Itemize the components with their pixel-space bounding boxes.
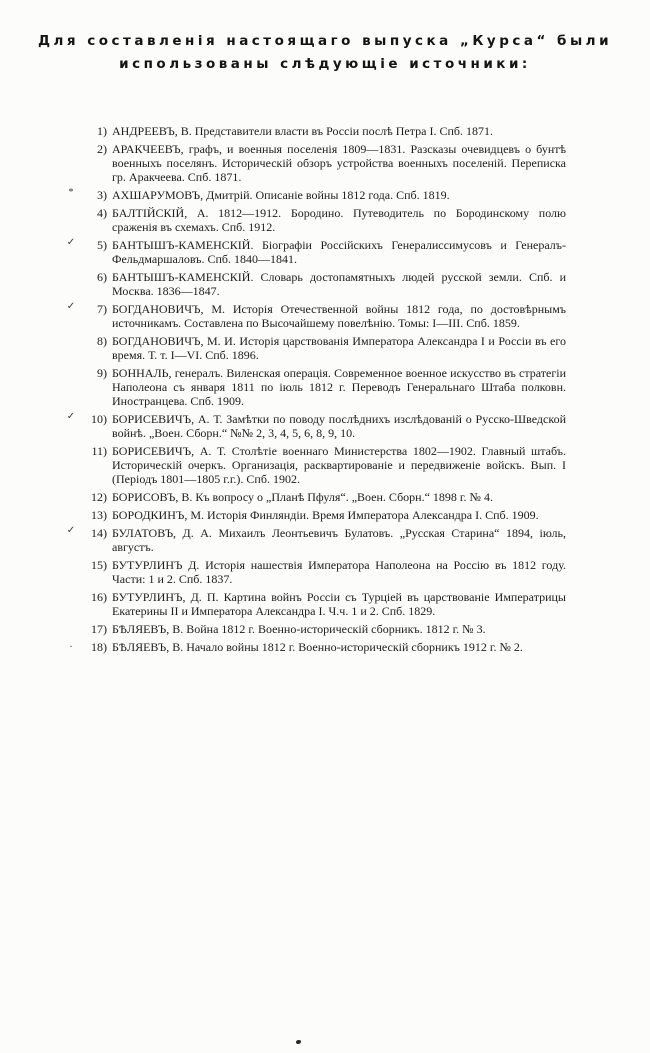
entry-number: 1) bbox=[97, 124, 107, 138]
entry-text: БАНТЫШЪ-КАМЕНСКІЙ. Словарь достопамятныхъ людей русской земли. Спб. и Москва. 1836—1847. bbox=[112, 270, 566, 298]
list-item bbox=[66, 301, 566, 330]
entry-number: 7) bbox=[97, 302, 107, 316]
entry-number: 5) bbox=[97, 238, 107, 252]
margin-mark: ✓ bbox=[66, 237, 76, 248]
entry-number: 4) bbox=[97, 206, 107, 220]
list-item bbox=[66, 525, 566, 554]
entry-text: БУТУРЛИНЪ Д. Исторія нашествія Императора Наполеона на Россію въ 1812 году. Части: 1 и 2. Спб. 1837. bbox=[112, 558, 566, 586]
bibliography-list bbox=[66, 124, 566, 654]
entry-number: 10) bbox=[91, 412, 107, 426]
list-item bbox=[91, 558, 566, 586]
list-item bbox=[97, 270, 566, 298]
heading-line-2: использованы слѣдующіе источники: bbox=[119, 56, 531, 72]
entry-text: БОРИСОВЪ, В. Къ вопросу о „Планѣ Пфуля“. „Воен. Сборн.“ 1898 г. № 4. bbox=[112, 490, 493, 504]
heading-line-1: Для составленія настоящаго выпуска „Курса“ были bbox=[37, 33, 613, 49]
entry-text: БУЛАТОВЪ, Д. А. Михаилъ Леонтьевичъ Булатовъ. „Русская Старина“ 1894, іюль, августъ. bbox=[112, 526, 566, 554]
margin-mark: ✓ bbox=[66, 525, 76, 536]
list-item bbox=[91, 590, 566, 618]
entry-number: 13) bbox=[91, 508, 107, 522]
list-item bbox=[97, 366, 566, 408]
list-item bbox=[66, 237, 566, 266]
entry-text: БАНТЫШЪ-КАМЕНСКІЙ. Біографіи Россійскихъ Генералиссимусовъ и Генералъ-Фельдмаршаловъ. Спб. 1840—1841. bbox=[112, 238, 566, 266]
list-item bbox=[66, 411, 566, 440]
entry-text: БОГДАНОВИЧЪ, М. И. Исторія царствованія Императора Александра I и Россіи въ его время. Т. т. I—VI. Спб. 1896. bbox=[112, 334, 566, 362]
entry-number: 14) bbox=[91, 526, 107, 540]
list-item bbox=[91, 622, 566, 636]
entry-text: БОРИСЕВИЧЪ, А. Т. Столѣтіе военнаго Министерства 1802—1902. Главный штабъ. Историческій очеркъ. Организація, расквартированіе и передвиженіе войскъ. Вып. I (Періодъ 1801—1805 г.г.). Спб. 1902. bbox=[112, 444, 566, 486]
margin-mark: ✓ bbox=[66, 411, 76, 422]
entry-text: БѢЛЯЕВЪ, В. Начало войны 1812 г. Военно-историческій сборникъ 1912 г. № 2. bbox=[112, 640, 523, 654]
entry-number: 2) bbox=[97, 142, 107, 156]
entry-number: 15) bbox=[91, 558, 107, 572]
list-item bbox=[91, 508, 566, 522]
margin-mark: . bbox=[69, 639, 73, 650]
entry-number: 3) bbox=[97, 188, 107, 202]
list-item bbox=[97, 334, 566, 362]
margin-mark: ✓ bbox=[66, 301, 76, 312]
list-item bbox=[97, 124, 566, 138]
entry-text: АНДРЕЕВЪ, В. Представители власти въ Россіи послѣ Петра I. Спб. 1871. bbox=[112, 124, 493, 138]
entry-text: БУТУРЛИНЪ, Д. П. Картина войнъ Россіи съ Турціей въ царствованіе Императрицы Екатерины II и Императора Александра I. Ч.ч. 1 и 2. Спб. 1829. bbox=[112, 590, 566, 618]
entry-text: АРАКЧЕЕВЪ, графъ, и военныя поселенія 1809—1831. Разсказы очевидцевъ о бунтѣ военныхъ поселянъ. Историческій обзоръ устройства военныхъ поселеній. Переписка гр. Аракчеева. Спб. 1871. bbox=[112, 142, 566, 184]
list-item bbox=[91, 444, 566, 486]
entry-number: 17) bbox=[91, 622, 107, 636]
list-item bbox=[91, 490, 566, 504]
entry-number: 16) bbox=[91, 590, 107, 604]
list-item bbox=[68, 187, 566, 202]
entry-text: АХШАРУМОВЪ, Дмитрій. Описаніе войны 1812 года. Спб. 1819. bbox=[112, 188, 450, 202]
entry-text: БАЛТІЙСКІЙ, А. 1812—1912. Бородино. Путеводитель по Бородинскому полю сраженія въ схемахъ. Спб. 1912. bbox=[112, 206, 566, 234]
entry-text: БОРИСЕВИЧЪ, А. Т. Замѣтки по поводу послѣднихъ изслѣдованій о Русско-Шведской войнѣ. „Воен. Сборн.“ №№ 2, 3, 4, 5, 6, 8, 9, 10. bbox=[112, 412, 566, 440]
entry-number: 8) bbox=[97, 334, 107, 348]
entry-number: 11) bbox=[91, 444, 107, 458]
entry-number: 18) bbox=[91, 640, 107, 654]
list-item bbox=[97, 206, 566, 234]
entry-text: БОГДАНОВИЧЪ, М. Исторія Отечественной войны 1812 года, по достовѣрнымъ источникамъ. Составлена по Высочайшему повелѣнію. Томы: I—III. Спб. 1859. bbox=[112, 302, 566, 330]
list-item bbox=[97, 142, 566, 184]
page-heading bbox=[0, 30, 650, 76]
margin-mark: * bbox=[68, 187, 74, 198]
entry-number: 9) bbox=[97, 366, 107, 380]
entry-number: 12) bbox=[91, 490, 107, 504]
entry-text: БѢЛЯЕВЪ, В. Война 1812 г. Военно-историческій сборникъ. 1812 г. № 3. bbox=[112, 622, 486, 636]
list-item bbox=[69, 639, 566, 654]
entry-text: БОННАЛЬ, генералъ. Виленская операція. Современное военное искусство въ стратегіи Наполеона съ января 1811 по іюль 1812 г. Переводъ Генеральнаго Штаба полковн. Иностранцева. Спб. 1909. bbox=[112, 366, 566, 408]
entry-number: 6) bbox=[97, 270, 107, 284]
scan-artifact bbox=[296, 1040, 301, 1044]
entry-text: БОРОДКИНЪ, М. Исторія Финляндіи. Время Императора Александра I. Спб. 1909. bbox=[112, 508, 539, 522]
